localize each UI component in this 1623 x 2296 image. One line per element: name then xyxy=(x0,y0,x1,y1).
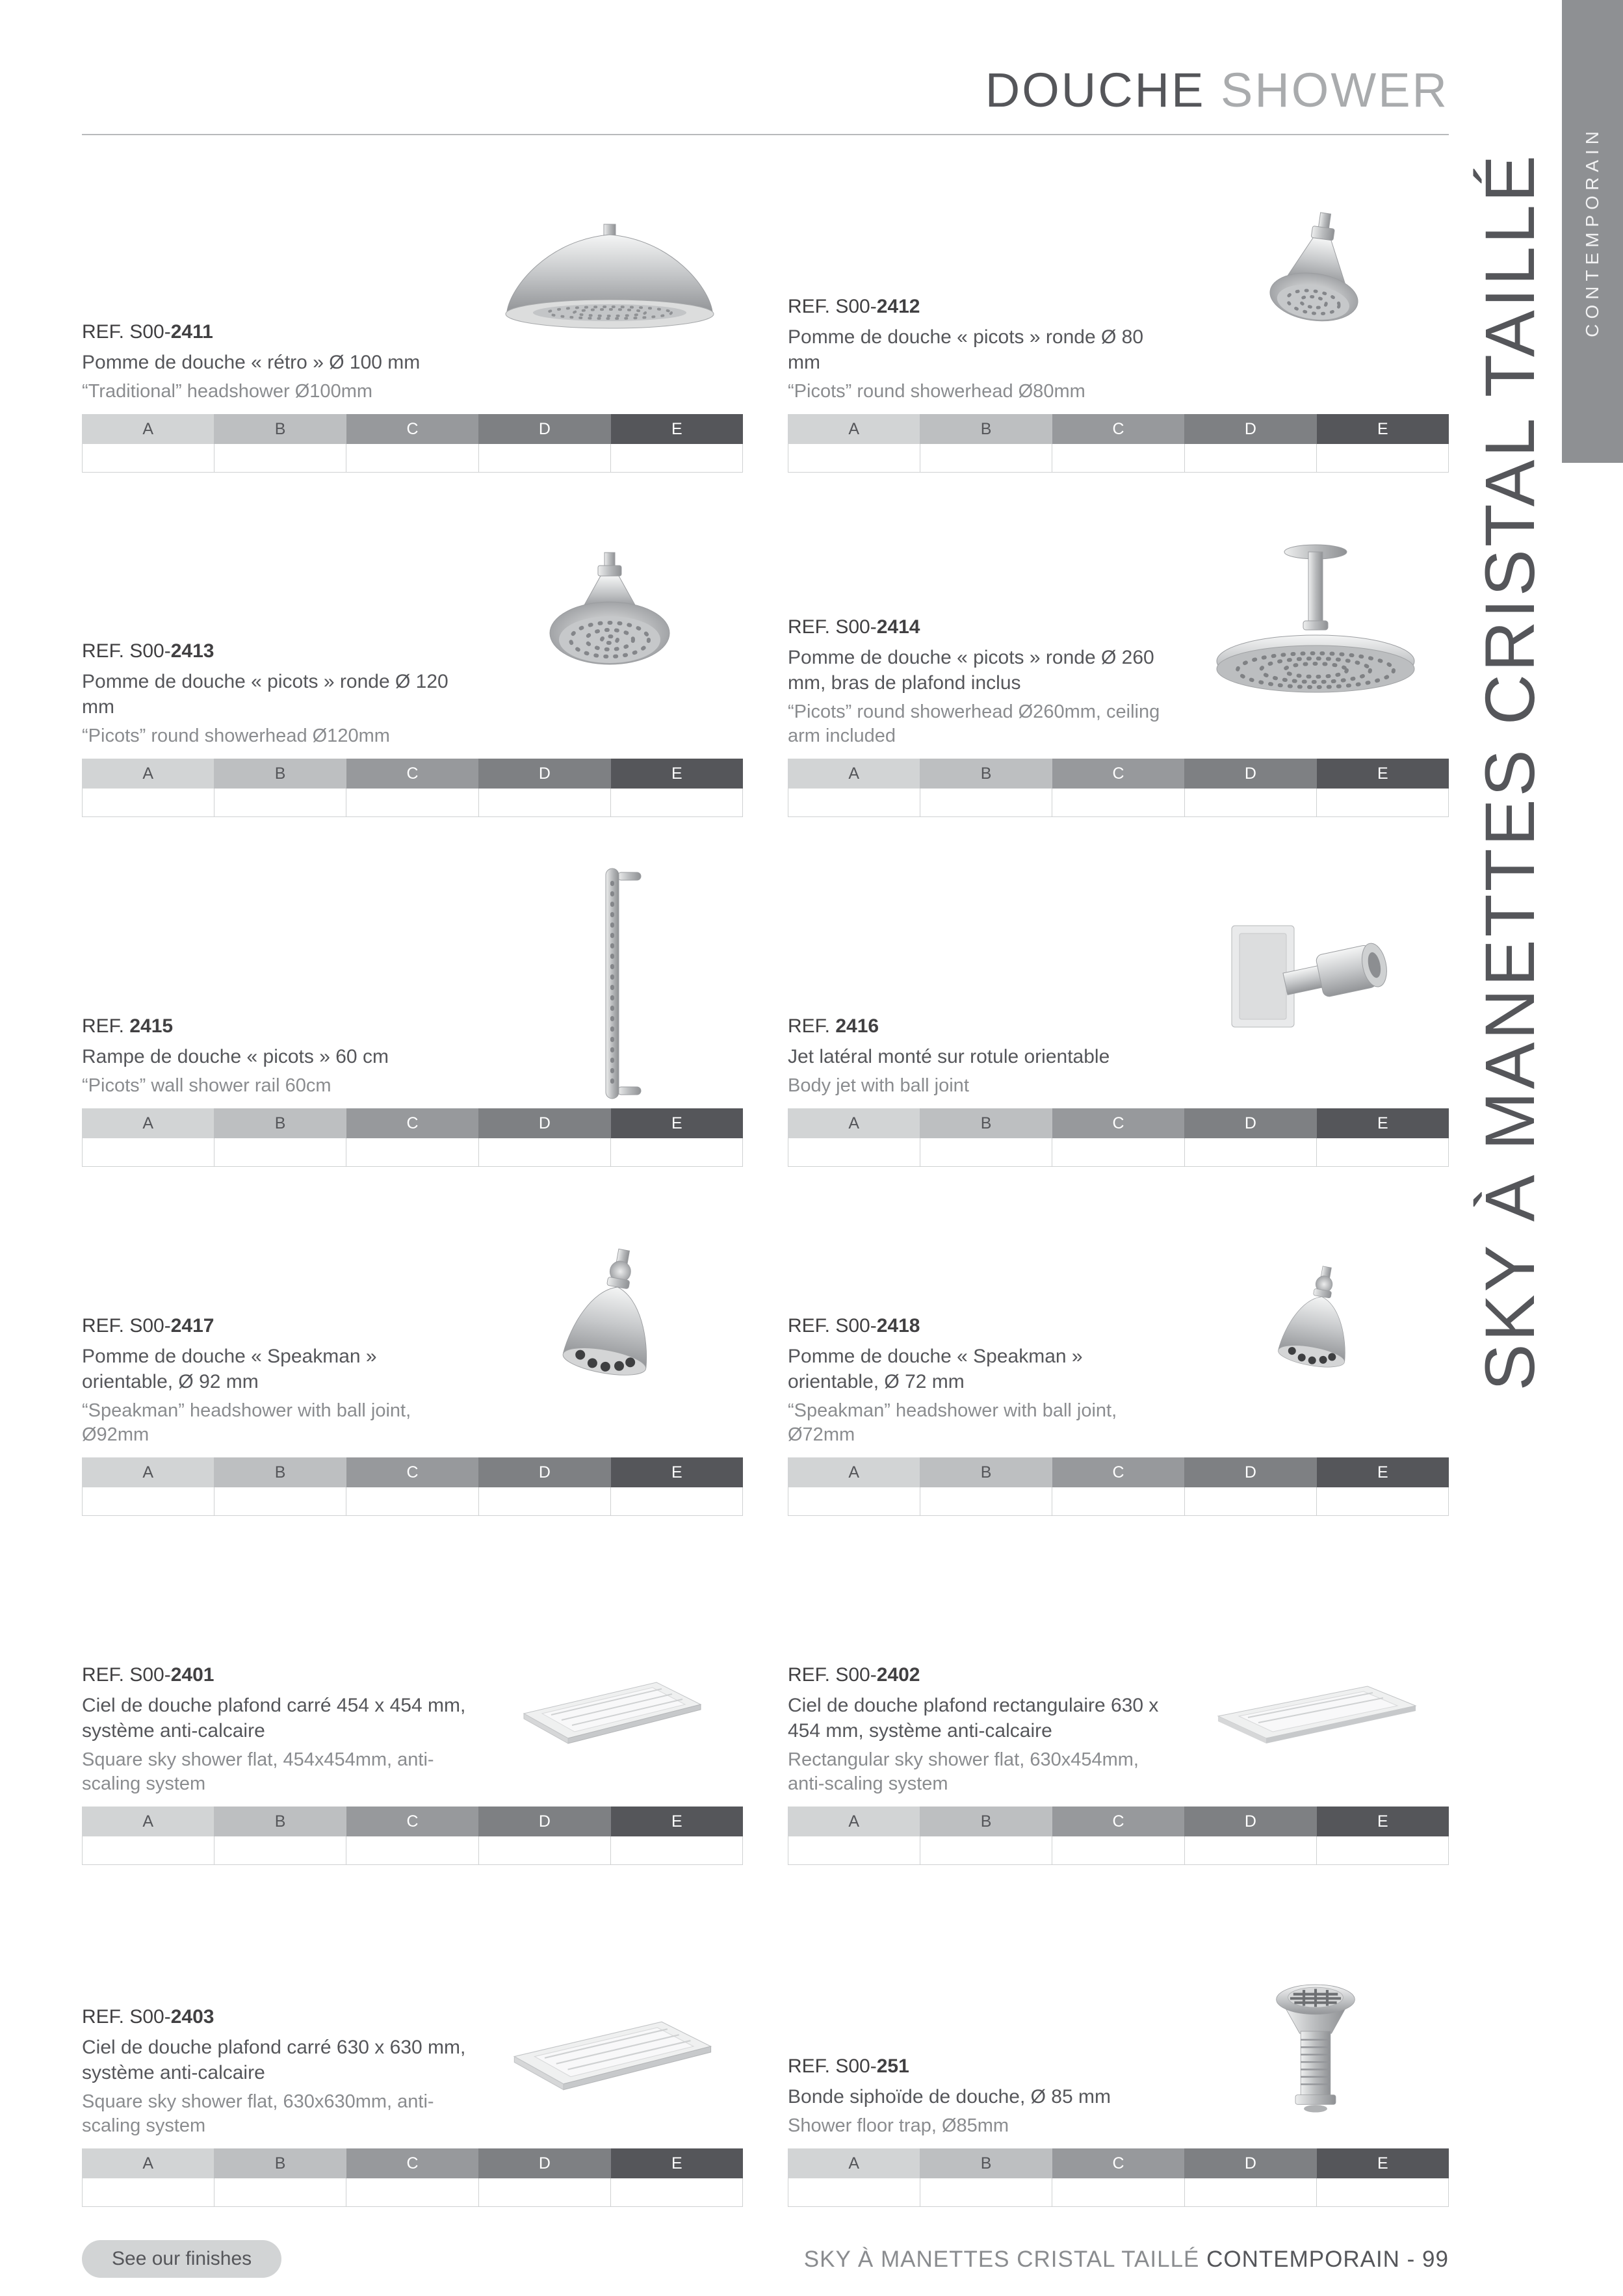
price-cell xyxy=(214,444,346,472)
finish-price-table xyxy=(82,1108,743,1167)
speakman-headshower-92-illustration xyxy=(512,1238,707,1433)
picots-showerhead-260-image xyxy=(1182,514,1449,759)
shower-floor-trap-illustration xyxy=(1247,1972,1384,2147)
col-header-b: B xyxy=(214,759,346,789)
product-card-2414 xyxy=(788,514,1449,817)
col-header-b: B xyxy=(214,2148,346,2178)
product-desc-en: Shower floor trap, Ø85mm xyxy=(788,2115,1009,2136)
col-header-a: A xyxy=(788,414,920,444)
price-cell xyxy=(1052,1836,1184,1864)
footer-collection-page: CONTEMPORAIN - 99 xyxy=(1206,2247,1449,2272)
product-desc-en: “Picots” round showerhead Ø120mm xyxy=(82,725,390,746)
col-header-b: B xyxy=(214,414,346,444)
col-header-c: C xyxy=(1052,759,1184,789)
col-header-b: B xyxy=(920,2148,1052,2178)
sky-shower-square-630-image xyxy=(476,1970,743,2148)
price-cell xyxy=(920,1487,1052,1515)
col-header-d: D xyxy=(478,414,610,444)
page-title xyxy=(82,62,1449,118)
col-header-b: B xyxy=(920,1457,1052,1487)
footer-page-label xyxy=(82,2247,1449,2273)
picots-showerhead-260-illustration xyxy=(1192,539,1439,734)
product-ref: REF. S00-2413 xyxy=(82,640,214,662)
picots-showerhead-120-image xyxy=(476,514,743,759)
product-card-2402 xyxy=(788,1625,1449,1865)
col-header-d: D xyxy=(478,2148,610,2178)
col-header-a: A xyxy=(82,2148,214,2178)
product-card-2415 xyxy=(82,858,743,1167)
product-ref: REF. S00-2411 xyxy=(82,320,213,343)
picots-showerhead-80-illustration xyxy=(1221,207,1410,370)
picots-shower-rail-illustration xyxy=(569,863,650,1104)
col-header-e: E xyxy=(611,759,743,789)
price-cell xyxy=(346,2178,478,2206)
speakman-headshower-92-image xyxy=(476,1212,743,1457)
finish-price-table xyxy=(82,1807,743,1865)
page-title-fr: DOUCHE xyxy=(985,63,1206,117)
product-desc-en: Square sky shower flat, 454x454mm, anti-scaling system xyxy=(82,1749,434,1794)
price-cell xyxy=(788,1487,920,1515)
price-cell xyxy=(214,1836,346,1864)
col-header-c: C xyxy=(346,759,478,789)
product-ref: REF. 2415 xyxy=(82,1015,174,1037)
product-ref: REF. S00-2414 xyxy=(788,616,920,638)
price-cell xyxy=(1317,789,1448,816)
col-header-d: D xyxy=(478,1457,610,1487)
finish-price-table xyxy=(82,759,743,817)
price-cell xyxy=(1317,444,1448,472)
price-cell xyxy=(1317,2178,1448,2206)
col-header-e: E xyxy=(1317,1807,1449,1836)
product-ref: REF. S00-2401 xyxy=(82,1663,214,1686)
col-header-e: E xyxy=(1317,414,1449,444)
see-finishes-button[interactable]: See our finishes xyxy=(82,2240,281,2278)
col-header-d: D xyxy=(1184,759,1316,789)
price-cell xyxy=(611,789,742,816)
product-card-2417 xyxy=(82,1212,743,1516)
col-header-c: C xyxy=(1052,414,1184,444)
col-header-b: B xyxy=(920,414,1052,444)
col-header-d: D xyxy=(478,1108,610,1138)
col-header-a: A xyxy=(82,1108,214,1138)
header-divider xyxy=(82,134,1449,135)
col-header-d: D xyxy=(1184,414,1316,444)
price-cell xyxy=(83,1487,214,1515)
product-desc-fr: Pomme de douche « picots » ronde Ø 260 mm, bras de plafond inclus xyxy=(788,646,1154,694)
picots-showerhead-120-illustration xyxy=(499,549,720,724)
price-cell xyxy=(1185,2178,1317,2206)
price-cell xyxy=(611,2178,742,2206)
product-desc-fr: Ciel de douche plafond carré 454 x 454 mm, système anti-calcaire xyxy=(82,1694,466,1742)
col-header-b: B xyxy=(920,1807,1052,1836)
col-header-e: E xyxy=(611,1457,743,1487)
price-cell xyxy=(1185,1836,1317,1864)
product-ref: REF. S00-2402 xyxy=(788,1663,920,1686)
col-header-a: A xyxy=(788,1108,920,1138)
price-cell xyxy=(920,444,1052,472)
col-header-b: B xyxy=(920,759,1052,789)
product-card-2416 xyxy=(788,858,1449,1167)
col-header-c: C xyxy=(346,1457,478,1487)
finish-price-table xyxy=(788,1807,1449,1865)
price-cell xyxy=(1317,1836,1448,1864)
price-cell xyxy=(611,1836,742,1864)
price-cell xyxy=(479,1836,611,1864)
sky-shower-square-454-illustration xyxy=(506,1658,714,1775)
col-header-c: C xyxy=(1052,1108,1184,1138)
col-header-b: B xyxy=(214,1457,346,1487)
product-desc-fr: Bonde siphoïde de douche, Ø 85 mm xyxy=(788,2085,1111,2107)
price-cell xyxy=(611,1487,742,1515)
product-desc-fr: Pomme de douche « Speakman » orientable, Ø 92 mm xyxy=(82,1345,377,1392)
product-ref: REF. S00-2403 xyxy=(82,2005,214,2028)
price-cell xyxy=(611,1138,742,1166)
product-desc-fr: Ciel de douche plafond rectangulaire 630 x 454 mm, système anti-calcaire xyxy=(788,1694,1159,1742)
price-cell xyxy=(920,1138,1052,1166)
finish-price-table xyxy=(788,414,1449,473)
price-cell xyxy=(920,789,1052,816)
product-card-2403 xyxy=(82,1970,743,2207)
product-ref: REF. S00-2418 xyxy=(788,1314,920,1337)
price-cell xyxy=(214,789,346,816)
product-desc-en: Square sky shower flat, 630x630mm, anti-scaling system xyxy=(82,2091,434,2136)
col-header-a: A xyxy=(788,1457,920,1487)
col-header-e: E xyxy=(1317,1457,1449,1487)
series-vertical-title: SKY À MANETTES CRISTAL TAILLÉ xyxy=(1470,153,1549,1391)
product-ref: REF. S00-2417 xyxy=(82,1314,214,1337)
sky-shower-square-454-image xyxy=(476,1625,743,1807)
col-header-a: A xyxy=(788,2148,920,2178)
col-header-c: C xyxy=(1052,2148,1184,2178)
product-desc-fr: Pomme de douche « picots » ronde Ø 120 mm xyxy=(82,670,448,718)
product-ref: REF. 2416 xyxy=(788,1015,879,1037)
price-cell xyxy=(214,1487,346,1515)
product-desc-fr: Pomme de douche « Speakman » orientable, Ø 72 mm xyxy=(788,1345,1083,1392)
price-cell xyxy=(788,1138,920,1166)
product-card-2413 xyxy=(82,514,743,817)
price-cell xyxy=(83,2178,214,2206)
col-header-c: C xyxy=(346,1807,478,1836)
price-cell xyxy=(346,1138,478,1166)
price-cell xyxy=(214,2178,346,2206)
price-cell xyxy=(479,1138,611,1166)
retro-headshower-image xyxy=(476,163,743,414)
speakman-headshower-72-image xyxy=(1182,1212,1449,1457)
product-ref: REF. S00-251 xyxy=(788,2055,909,2077)
col-header-a: A xyxy=(82,1807,214,1836)
page-title-en: SHOWER xyxy=(1221,63,1449,117)
speakman-headshower-72-illustration xyxy=(1238,1257,1394,1413)
price-cell xyxy=(214,1138,346,1166)
price-cell xyxy=(479,1487,611,1515)
price-cell xyxy=(788,2178,920,2206)
col-header-a: A xyxy=(788,1807,920,1836)
price-cell xyxy=(346,1836,478,1864)
product-ref: REF. S00-2412 xyxy=(788,295,920,317)
price-cell xyxy=(346,444,478,472)
price-cell xyxy=(479,789,611,816)
col-header-e: E xyxy=(1317,759,1449,789)
contemporain-side-tab xyxy=(1562,0,1623,463)
product-desc-en: Rectangular sky shower flat, 630x454mm, anti-scaling system xyxy=(788,1749,1139,1794)
price-cell xyxy=(83,1836,214,1864)
col-header-a: A xyxy=(788,759,920,789)
product-desc-en: “Speakman” headshower with ball joint, Ø92mm xyxy=(82,1400,411,1445)
finish-price-table xyxy=(82,414,743,473)
contemporain-label: CONTEMPORAIN xyxy=(1582,125,1602,337)
product-desc-fr: Pomme de douche « rétro » Ø 100 mm xyxy=(82,351,421,373)
col-header-e: E xyxy=(611,414,743,444)
price-cell xyxy=(1052,444,1184,472)
price-cell xyxy=(1317,1138,1448,1166)
finish-price-table xyxy=(788,1457,1449,1516)
product-desc-fr: Pomme de douche « picots » ronde Ø 80 mm xyxy=(788,326,1144,373)
col-header-e: E xyxy=(1317,2148,1449,2178)
price-cell xyxy=(83,789,214,816)
col-header-d: D xyxy=(1184,1807,1316,1836)
col-header-d: D xyxy=(1184,1457,1316,1487)
product-desc-fr: Rampe de douche « picots » 60 cm xyxy=(82,1045,389,1067)
price-cell xyxy=(479,444,611,472)
col-header-c: C xyxy=(1052,1807,1184,1836)
sky-shower-rect-630x454-image xyxy=(1182,1625,1449,1807)
price-cell xyxy=(83,1138,214,1166)
col-header-e: E xyxy=(611,2148,743,2178)
price-cell xyxy=(346,789,478,816)
price-cell xyxy=(611,444,742,472)
product-desc-en: “Speakman” headshower with ball joint, Ø72mm xyxy=(788,1400,1117,1445)
footer-series-label: SKY À MANETTES CRISTAL TAILLÉ xyxy=(803,2247,1207,2272)
product-desc-en: “Traditional” headshower Ø100mm xyxy=(82,380,373,402)
col-header-d: D xyxy=(478,1807,610,1836)
product-desc-en: “Picots” round showerhead Ø80mm xyxy=(788,380,1085,402)
col-header-c: C xyxy=(1052,1457,1184,1487)
price-cell xyxy=(788,444,920,472)
product-card-2411 xyxy=(82,163,743,473)
price-cell xyxy=(788,1836,920,1864)
finish-price-table xyxy=(788,1108,1449,1167)
product-card-2401 xyxy=(82,1625,743,1865)
col-header-d: D xyxy=(478,759,610,789)
col-header-c: C xyxy=(346,2148,478,2178)
col-header-b: B xyxy=(214,1807,346,1836)
finish-price-table xyxy=(82,2148,743,2207)
price-cell xyxy=(1317,1487,1448,1515)
col-header-a: A xyxy=(82,1457,214,1487)
price-cell xyxy=(920,1836,1052,1864)
finish-price-table xyxy=(788,2148,1449,2207)
price-cell xyxy=(788,789,920,816)
col-header-e: E xyxy=(1317,1108,1449,1138)
price-cell xyxy=(1185,444,1317,472)
product-desc-en: Body jet with ball joint xyxy=(788,1075,969,1096)
col-header-c: C xyxy=(346,414,478,444)
sky-shower-square-630-illustration xyxy=(493,1994,727,2124)
product-desc-en: “Picots” wall shower rail 60cm xyxy=(82,1075,331,1096)
finish-price-table xyxy=(788,759,1449,817)
retro-headshower-illustration xyxy=(486,215,733,361)
picots-showerhead-80-image xyxy=(1182,163,1449,414)
sky-shower-rect-630x454-illustration xyxy=(1205,1664,1426,1768)
col-header-b: B xyxy=(214,1108,346,1138)
product-desc-fr: Jet latéral monté sur rotule orientable xyxy=(788,1045,1110,1067)
product-desc-en: “Picots” round showerhead Ø260mm, ceiling arm included xyxy=(788,701,1160,746)
col-header-d: D xyxy=(1184,1108,1316,1138)
price-cell xyxy=(1185,1138,1317,1166)
col-header-a: A xyxy=(82,414,214,444)
price-cell xyxy=(1185,1487,1317,1515)
col-header-b: B xyxy=(920,1108,1052,1138)
product-card-251 xyxy=(788,1970,1449,2207)
col-header-a: A xyxy=(82,759,214,789)
body-jet-illustration xyxy=(1208,902,1423,1065)
product-card-2418 xyxy=(788,1212,1449,1516)
col-header-e: E xyxy=(611,1108,743,1138)
product-desc-fr: Ciel de douche plafond carré 630 x 630 mm, système anti-calcaire xyxy=(82,2036,466,2083)
picots-shower-rail-image xyxy=(476,858,743,1108)
price-cell xyxy=(1052,1138,1184,1166)
price-cell xyxy=(1052,789,1184,816)
price-cell xyxy=(1052,2178,1184,2206)
price-cell xyxy=(83,444,214,472)
price-cell xyxy=(1052,1487,1184,1515)
finish-price-table xyxy=(82,1457,743,1516)
body-jet-image xyxy=(1182,858,1449,1108)
col-header-d: D xyxy=(1184,2148,1316,2178)
price-cell xyxy=(920,2178,1052,2206)
shower-floor-trap-image xyxy=(1182,1970,1449,2148)
price-cell xyxy=(1185,789,1317,816)
col-header-e: E xyxy=(611,1807,743,1836)
price-cell xyxy=(479,2178,611,2206)
product-card-2412 xyxy=(788,163,1449,473)
col-header-c: C xyxy=(346,1108,478,1138)
price-cell xyxy=(346,1487,478,1515)
